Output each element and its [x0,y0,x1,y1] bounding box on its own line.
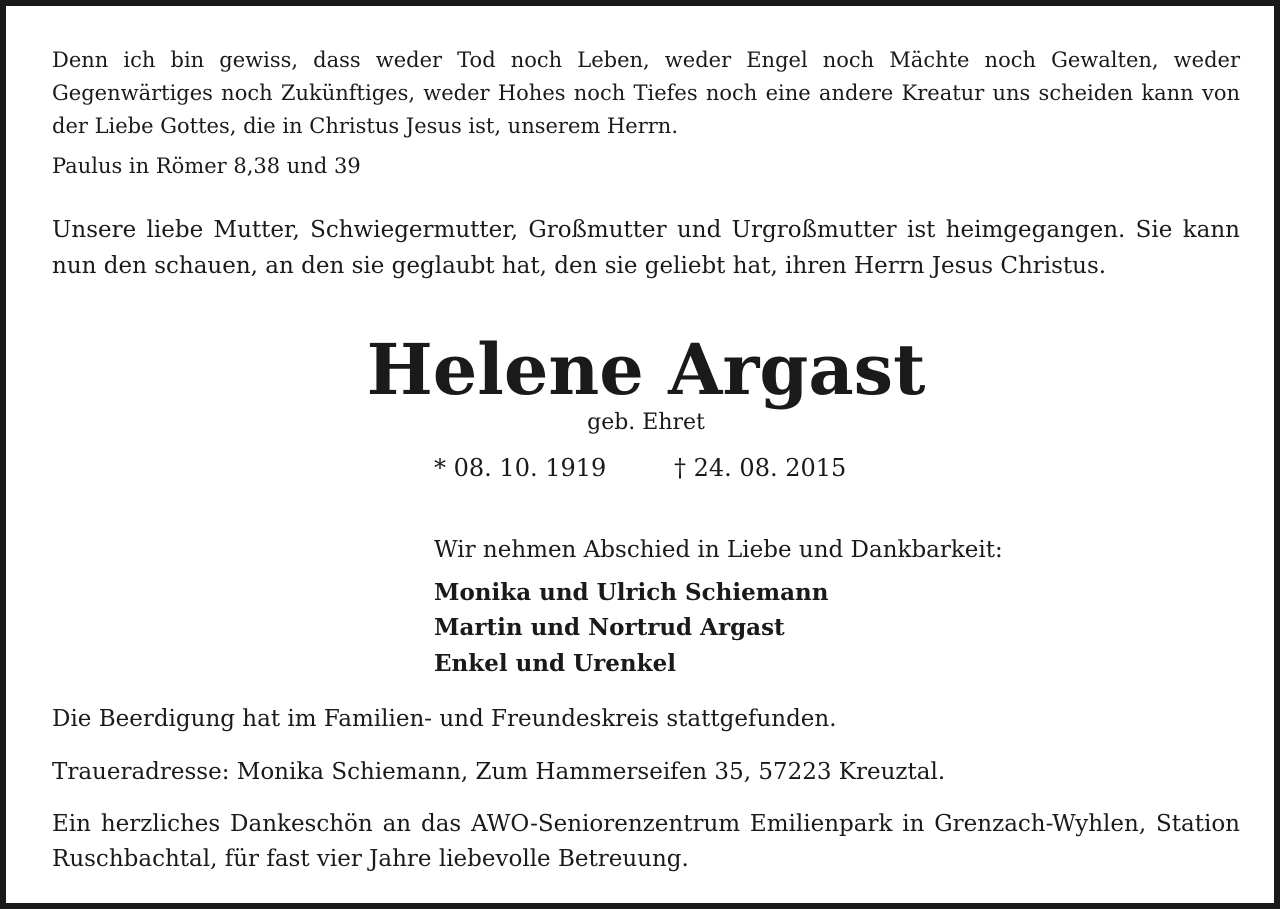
life-dates [434,451,847,485]
mourning-address: Traueradresse: Monika Schiemann, Zum Hammerseifen 35, 57223 Kreuztal. [52,759,946,785]
birth-date: * 08. 10. 1919 [434,454,607,482]
farewell-intro: Wir nehmen Abschied in Liebe und Dankbarkeit: [434,537,1003,563]
verse-source: Paulus in Römer 8,38 und 39 [52,154,361,178]
maiden-name: geb. Ehret [587,410,705,435]
funeral-note: Die Beerdigung hat im Familien- und Freundeskreis stattgefunden. [52,706,837,732]
deceased-name: Helene Argast [366,328,926,411]
mourner-name: Monika und Ulrich Schiemann [434,579,829,606]
mourner-name: Martin und Nortrud Argast [434,614,785,641]
mourner-name: Enkel und Urenkel [434,650,676,677]
thanks-note: Ein herzliches Dankeschön an das AWO-Seniorenzentrum Emilienpark in Grenzach-Wyhlen, Station Ruschbachtal, für fast vier Jahre liebevolle Betreuung. [52,811,1240,872]
death-date: † 24. 08. 2015 [674,454,847,482]
bible-verse: Denn ich bin gewiss, dass weder Tod noch Leben, weder Engel noch Mächte noch Gewalten, weder Gegenwärtiges noch Zukünftiges, weder Hohes noch Tiefes noch eine andere Kreatur uns scheiden kann von der Liebe Gottes, die in Christus Jesus ist, unserem Herrn. [52,48,1240,138]
announcement-text: Unsere liebe Mutter, Schwiegermutter, Großmutter und Urgroßmutter ist heimgegangen. Sie kann nun den schauen, an den sie geglaubt hat, den sie geliebt hat, ihren Herrn Jesus Christus. [52,217,1240,279]
